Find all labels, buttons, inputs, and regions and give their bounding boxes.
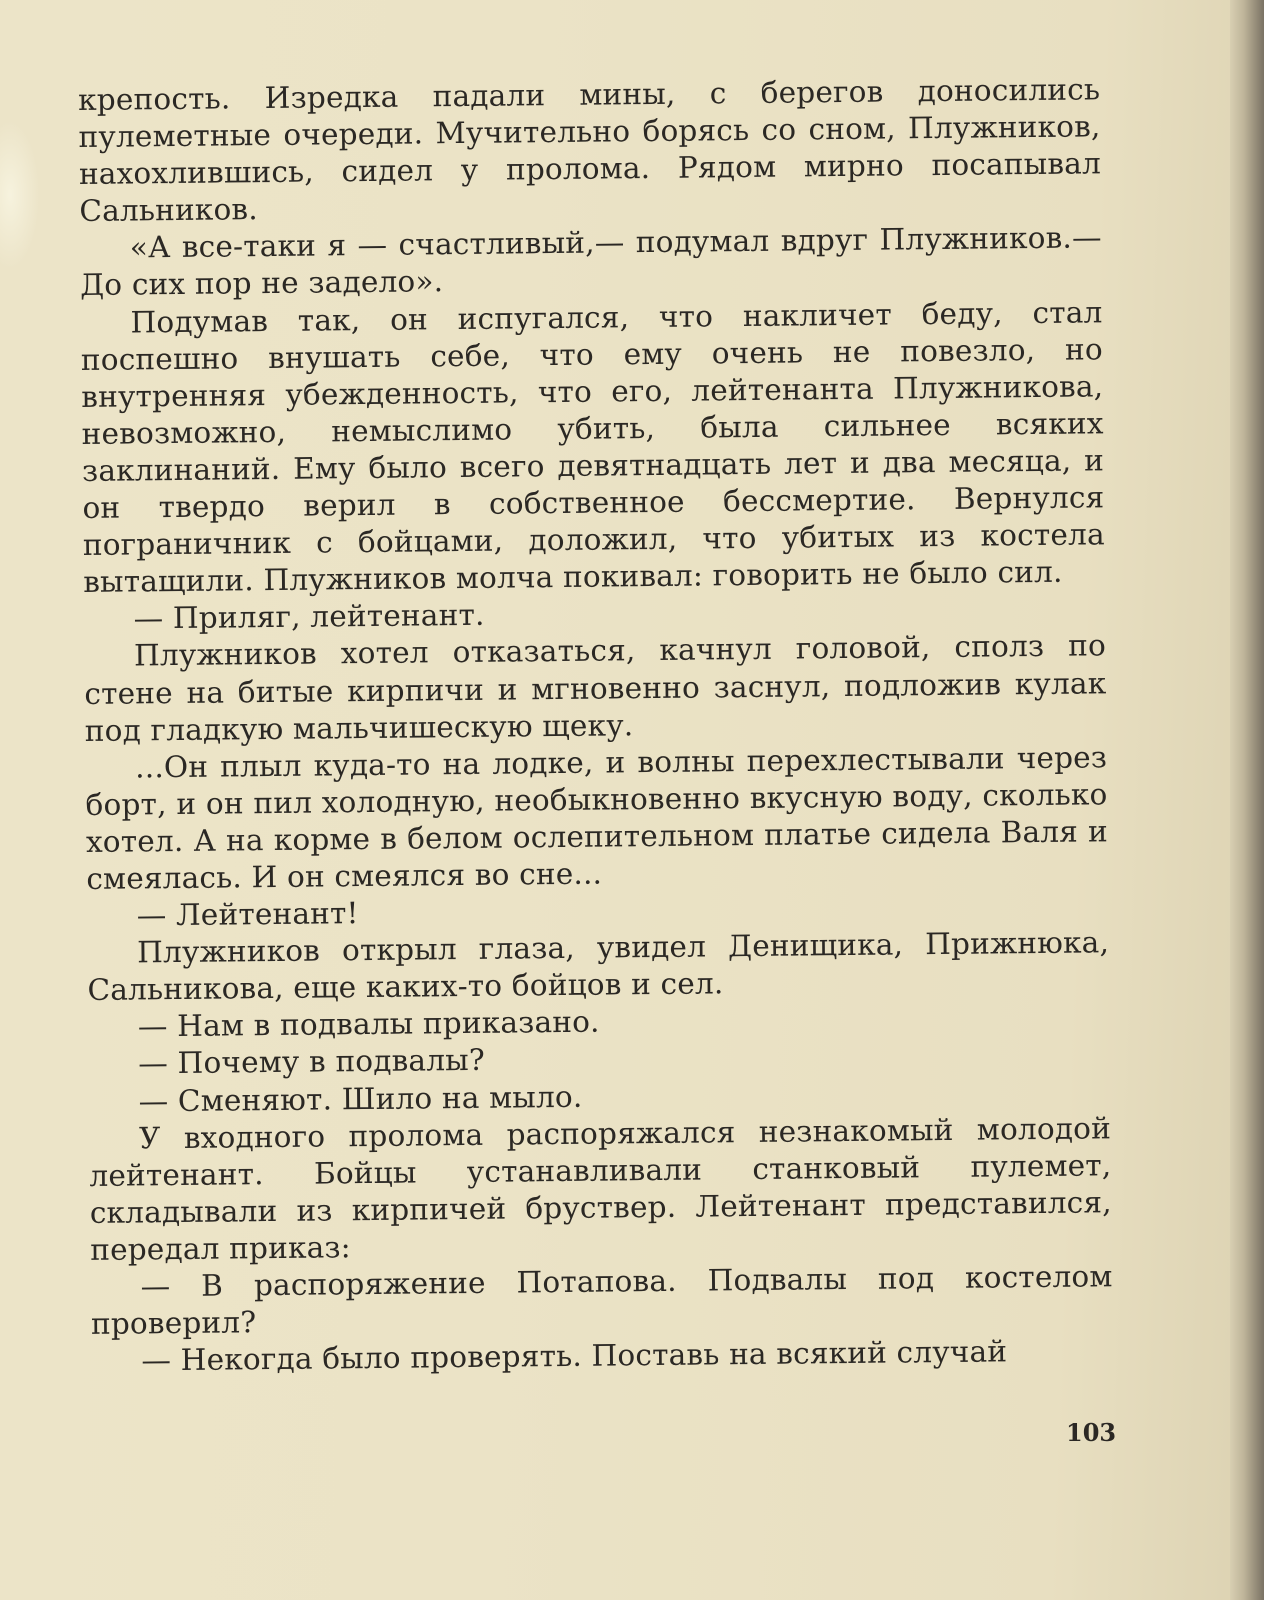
paragraph: У входного пролома распоряжался незнакомый молодой лейтенант. Бойцы устанавливали станковый пулемет, складывали из кирпичей бруствер. Лейтенант представился, передал приказ:: [89, 1110, 1112, 1267]
dialogue-line: — Почему в подвалы?: [138, 1043, 486, 1081]
dialogue-line: — Сменяют. Шило на мыло.: [138, 1079, 583, 1118]
page-number: 103: [1066, 1418, 1117, 1447]
paragraph: крепость. Изредка падали мины, с берегов доносились пулеметные очереди. Мучительно борясь со сном, Плужников, нахохлившись, сидел у пролома. Рядом мирно посапывал Сальников.: [78, 72, 1102, 229]
page-text: [78, 71, 1114, 1380]
dialogue-line: — Некогда было проверять. Поставь на всякий случай: [141, 1334, 1008, 1378]
paragraph: Плужников открыл глаза, увидел Денищика, Прижнюка, Сальникова, еще каких-то бойцов и сел.: [87, 925, 1110, 1008]
page-highlight: [0, 120, 40, 270]
paragraph: Плужников хотел отказаться, качнул головой, сполз по стене на битые кирпичи и мгновенно заснул, подложив кулак под гладкую мальчишескую щеку.: [84, 628, 1107, 748]
dialogue-line: — Лейтенант!: [136, 896, 359, 933]
dialogue-line: — В распоряжение Потапова. Подвалы под костелом проверил?: [90, 1259, 1113, 1342]
paragraph: ...Он плыл куда-то на лодке, и волны перехлестывали через борт, и он пил холодную, необыкновенно вкусную воду, сколько хотел. А на корме в белом ослепительном платье сидела Валя и смеялась. И он смеялся во сне...: [85, 739, 1109, 896]
dialogue-line: — Приляг, лейтенант.: [133, 598, 485, 636]
book-edge: [1230, 0, 1264, 1600]
paragraph: Подумав так, он испугался, что накличет беду, стал поспешно внушать себе, что ему очень не повезло, но внутренняя убежденность, что его, лейтенанта Плужникова, невозможно, немыслимо убить, была сильнее всяких заклинаний. Ему было всего девятнадцать лет и два месяца, и он твердо верил в собственное бессмертие. Вернулся пограничник с бойцами, доложил, что убитых из костела вытащили. Плужников молча покивал: говорить не было сил.: [80, 294, 1105, 600]
paragraph: «А все-таки я — счастливый,— подумал вдруг Плужников.— До сих пор не задело».: [79, 220, 1102, 303]
dialogue-line: — Нам в подвалы приказано.: [137, 1004, 600, 1044]
